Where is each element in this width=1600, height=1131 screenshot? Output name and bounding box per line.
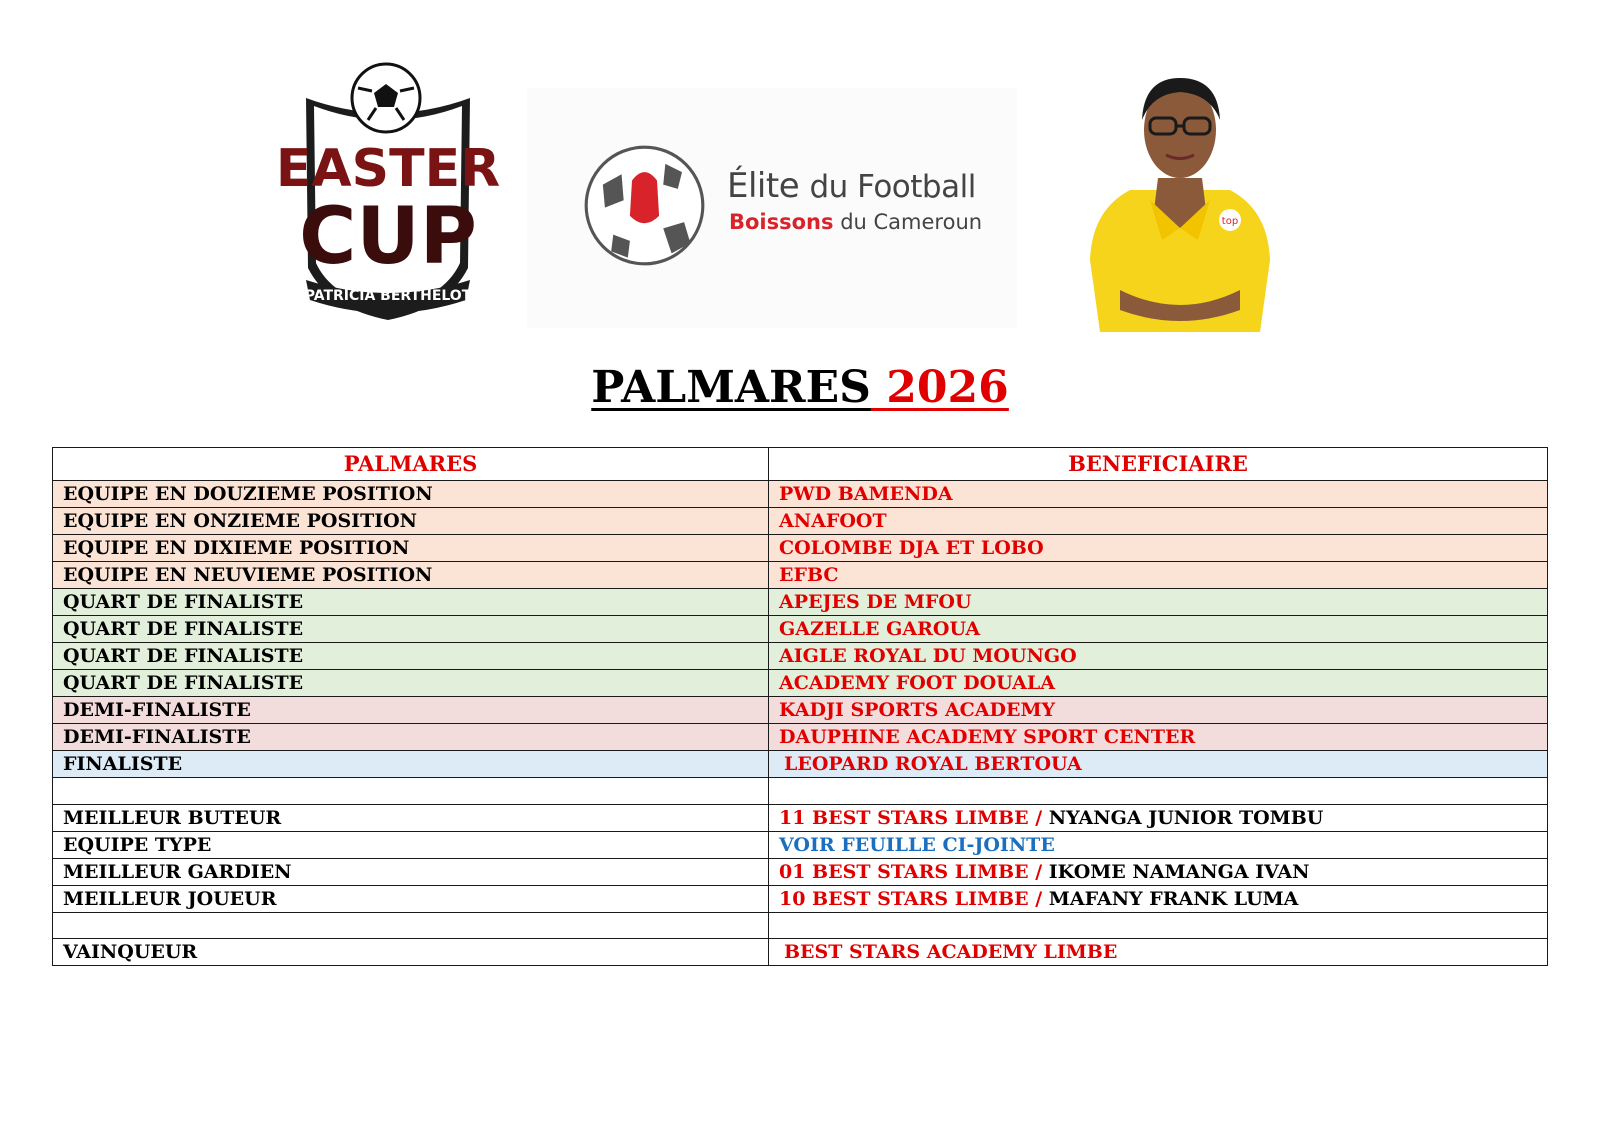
soccer-ball-icon xyxy=(582,143,707,268)
row-label: EQUIPE EN NEUVIEME POSITION xyxy=(53,562,769,589)
row-label: EQUIPE EN DIXIEME POSITION xyxy=(53,535,769,562)
table-row xyxy=(53,508,1548,535)
row-value: COLOMBE DJA ET LOBO xyxy=(769,535,1548,562)
row-player-name: MAFANY FRANK LUMA xyxy=(1048,887,1299,910)
row-value: APEJES DE MFOU xyxy=(769,589,1548,616)
row-value xyxy=(769,858,1548,885)
table-row xyxy=(53,670,1548,697)
elite-logo-title: Élite du Football xyxy=(727,166,976,206)
row-label: FINALISTE xyxy=(53,751,769,778)
row-separator: / xyxy=(1035,806,1043,829)
table-row-empty xyxy=(53,778,1548,805)
row-team: 11 BEST STARS LIMBE xyxy=(779,806,1029,829)
title-word: PALMARES xyxy=(591,362,871,413)
row-player-name: NYANGA JUNIOR TOMBU xyxy=(1048,806,1324,829)
row-label xyxy=(53,778,769,805)
row-label: MEILLEUR BUTEUR xyxy=(53,804,769,831)
easter-logo-line2: CUP xyxy=(299,192,477,282)
row-label: QUART DE FINALISTE xyxy=(53,589,769,616)
row-team: 10 BEST STARS LIMBE xyxy=(779,887,1029,910)
table-row xyxy=(53,535,1548,562)
row-value: EFBC xyxy=(769,562,1548,589)
row-value: DAUPHINE ACADEMY SPORT CENTER xyxy=(769,724,1548,751)
table-row-empty xyxy=(53,912,1548,939)
easter-cup-logo xyxy=(275,58,501,328)
row-value xyxy=(769,885,1548,912)
row-value: BEST STARS ACADEMY LIMBE xyxy=(769,939,1548,966)
row-value xyxy=(769,778,1548,805)
table-row xyxy=(53,481,1548,508)
page-title xyxy=(0,358,1600,418)
row-value: AIGLE ROYAL DU MOUNGO xyxy=(769,643,1548,670)
table-row xyxy=(53,589,1548,616)
row-value: LEOPARD ROYAL BERTOUA xyxy=(769,751,1548,778)
shirt-badge-text: top xyxy=(1221,216,1239,227)
table-row xyxy=(53,697,1548,724)
header-palmares: PALMARES xyxy=(53,448,769,481)
portrait-photo xyxy=(1080,60,1280,332)
row-team: 01 BEST STARS LIMBE xyxy=(779,860,1029,883)
row-label: MEILLEUR GARDIEN xyxy=(53,858,769,885)
table-row xyxy=(53,562,1548,589)
table-row xyxy=(53,858,1548,885)
row-value: ANAFOOT xyxy=(769,508,1548,535)
row-separator: / xyxy=(1035,887,1043,910)
row-label: DEMI-FINALISTE xyxy=(53,724,769,751)
table-row xyxy=(53,643,1548,670)
table-row xyxy=(53,804,1548,831)
row-value-link[interactable]: VOIR FEUILLE CI-JOINTE xyxy=(769,831,1548,858)
row-label: EQUIPE TYPE xyxy=(53,831,769,858)
table-row xyxy=(53,885,1548,912)
title-year: 2026 xyxy=(886,362,1009,413)
row-value: PWD BAMENDA xyxy=(769,481,1548,508)
easter-logo-banner: PATRICIA BERTHELOT xyxy=(304,288,472,304)
row-value: ACADEMY FOOT DOUALA xyxy=(769,670,1548,697)
row-value xyxy=(769,912,1548,939)
row-label: EQUIPE EN ONZIEME POSITION xyxy=(53,508,769,535)
row-label: VAINQUEUR xyxy=(53,939,769,966)
row-player-name: IKOME NAMANGA IVAN xyxy=(1048,860,1310,883)
table-row xyxy=(53,939,1548,966)
row-label: QUART DE FINALISTE xyxy=(53,643,769,670)
row-value: KADJI SPORTS ACADEMY xyxy=(769,697,1548,724)
table-row xyxy=(53,751,1548,778)
row-label: DEMI-FINALISTE xyxy=(53,697,769,724)
table-row xyxy=(53,831,1548,858)
row-label: MEILLEUR JOUEUR xyxy=(53,885,769,912)
row-value xyxy=(769,804,1548,831)
row-label: EQUIPE EN DOUZIEME POSITION xyxy=(53,481,769,508)
table-header-row xyxy=(53,448,1548,481)
header-beneficiaire: BENEFICIAIRE xyxy=(769,448,1548,481)
row-separator: / xyxy=(1035,860,1043,883)
palmares-table xyxy=(52,447,1548,966)
row-label: QUART DE FINALISTE xyxy=(53,670,769,697)
table-row xyxy=(53,616,1548,643)
elite-logo-subtitle: Boissons du Cameroun xyxy=(729,210,983,234)
table-row xyxy=(53,724,1548,751)
elite-du-football-logo xyxy=(527,88,1017,328)
row-value: GAZELLE GAROUA xyxy=(769,616,1548,643)
row-label xyxy=(53,912,769,939)
easter-logo-line1: EASTER xyxy=(275,139,501,199)
row-label: QUART DE FINALISTE xyxy=(53,616,769,643)
